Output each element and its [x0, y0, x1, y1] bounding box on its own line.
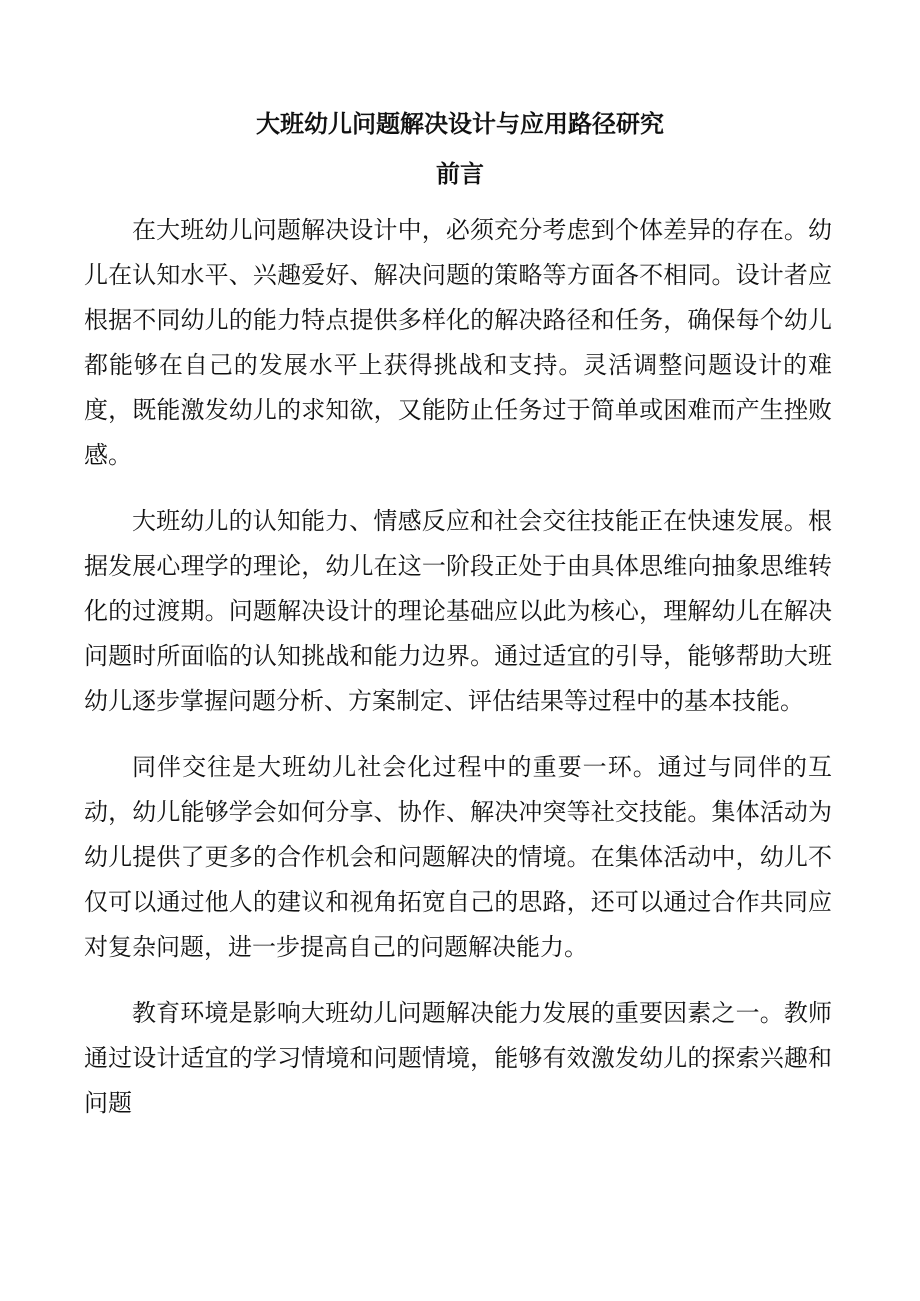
document-title: 大班幼儿问题解决设计与应用路径研究	[256, 109, 664, 138]
paragraph-1: 在大班幼儿问题解决设计中，必须充分考虑到个体差异的存在。幼儿在认知水平、兴趣爱好、解决问题的策略等方面各不相同。设计者应根据不同幼儿的能力特点提供多样化的解决路径和任务，确保每个幼儿都能够在自己的发展水平上获得挑战和支持。灵活调整问题设计的难度，既能激发幼儿的求知欲，又能防止任务过于简单或困难而产生挫败感。	[84, 216, 832, 469]
document-body	[84, 208, 832, 1147]
paragraph-3: 同伴交往是大班幼儿社会化过程中的重要一环。通过与同伴的互动，幼儿能够学会如何分享、协作、解决冲突等社交技能。集体活动为幼儿提供了更多的合作机会和问题解决的情境。在集体活动中，幼儿不仅可以通过他人的建议和视角拓宽自己的思路，还可以通过合作共同应对复杂问题，进一步提高自己的问题解决能力。	[84, 753, 832, 961]
paragraph-2: 大班幼儿的认知能力、情感反应和社会交往技能正在快速发展。根据发展心理学的理论，幼儿在这一阶段正处于由具体思维向抽象思维转化的过渡期。问题解决设计的理论基础应以此为核心，理解幼儿在解决问题时所面临的认知挑战和能力边界。通过适宜的引导，能够帮助大班幼儿逐步掌握问题分析、方案制定、评估结果等过程中的基本技能。	[84, 507, 832, 715]
paragraph-4: 教育环境是影响大班幼儿问题解决能力发展的重要因素之一。教师通过设计适宜的学习情境和问题情境，能够有效激发幼儿的探索兴趣和问题	[84, 999, 832, 1117]
section-heading: 前言	[436, 159, 484, 188]
